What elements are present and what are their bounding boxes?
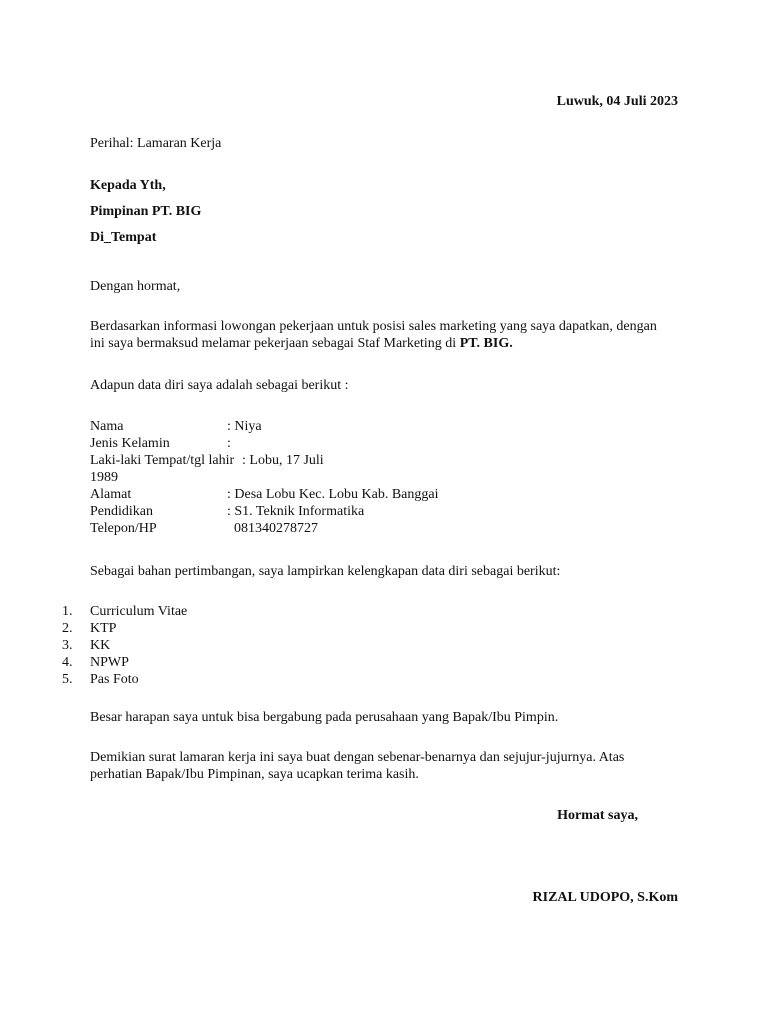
biodata-row-name — [90, 418, 490, 435]
list-item — [62, 637, 187, 654]
name-value: : Niya — [227, 419, 262, 434]
list-item — [62, 671, 187, 688]
phone-label: Telepon/HP — [90, 521, 157, 536]
gender-label: Jenis Kelamin — [90, 436, 170, 451]
recipient-line-1: Kepada Yth, — [90, 178, 166, 193]
list-item — [62, 603, 187, 620]
closing-line-2: perhatian Bapak/Ibu Pimpinan, saya ucapkan terima kasih. — [90, 767, 419, 782]
phone-value: 081340278727 — [234, 521, 318, 536]
recipient-line-2: Pimpinan PT. BIG — [90, 204, 202, 219]
subject-line: Perihal: Lamaran Kerja — [90, 136, 222, 151]
biodata-row-phone — [90, 520, 490, 537]
list-item — [62, 620, 187, 637]
attachments-list — [62, 603, 187, 688]
address-label: Alamat — [90, 487, 132, 502]
signer-name: RIZAL UDOPO, S.Kom — [532, 890, 678, 905]
biodata-row-birth-year — [90, 469, 490, 486]
education-value: : S1. Teknik Informatika — [227, 504, 365, 519]
biodata-row-address — [90, 486, 490, 503]
name-label: Nama — [90, 419, 124, 434]
biodata-intro: Adapun data diri saya adalah sebagai berikut : — [90, 378, 349, 393]
list-number: 5. — [62, 672, 73, 687]
list-text: Pas Foto — [90, 672, 139, 687]
gender-value: : — [227, 436, 231, 451]
list-number: 1. — [62, 604, 73, 619]
address-value: : Desa Lobu Kec. Lobu Kab. Banggai — [227, 487, 439, 502]
education-label: Pendidikan — [90, 504, 153, 519]
intro-line-2-text: ini saya bermaksud melamar pekerjaan sebagai Staf Marketing di — [90, 336, 460, 351]
list-text: Curriculum Vitae — [90, 604, 188, 619]
place-date: Luwuk, 04 Juli 2023 — [556, 94, 678, 109]
birth-year: 1989 — [90, 470, 118, 485]
biodata-row-birth — [90, 452, 490, 469]
closing-salutation: Hormat saya, — [557, 808, 638, 823]
list-text: KTP — [90, 621, 117, 636]
biodata-row-education — [90, 503, 490, 520]
list-number: 2. — [62, 621, 73, 636]
company-name: PT. BIG. — [459, 336, 513, 351]
greeting: Dengan hormat, — [90, 279, 181, 294]
birth-label: Laki-laki Tempat/tgl lahir — [90, 453, 235, 468]
biodata-row-gender — [90, 435, 490, 452]
intro-line-2 — [90, 335, 690, 352]
list-text: NPWP — [90, 655, 129, 670]
list-text: KK — [90, 638, 111, 653]
list-number: 3. — [62, 638, 73, 653]
closing-paragraph — [90, 749, 690, 783]
intro-paragraph — [90, 318, 690, 352]
list-number: 4. — [62, 655, 73, 670]
hope-paragraph: Besar harapan saya untuk bisa bergabung pada perusahaan yang Bapak/Ibu Pimpin. — [90, 710, 559, 725]
closing-line-1: Demikian surat lamaran kerja ini saya buat dengan sebenar-benarnya dan sejujur-jujurnya. Atas — [90, 750, 625, 765]
list-item — [62, 654, 187, 671]
intro-line-1: Berdasarkan informasi lowongan pekerjaan untuk posisi sales marketing yang saya dapatkan, dengan — [90, 319, 657, 334]
attachments-intro: Sebagai bahan pertimbangan, saya lampirkan kelengkapan data diri sebagai berikut: — [90, 564, 561, 579]
birth-value: : Lobu, 17 Juli — [242, 453, 324, 468]
biodata-table — [90, 418, 490, 537]
recipient-line-3: Di_Tempat — [90, 230, 157, 245]
